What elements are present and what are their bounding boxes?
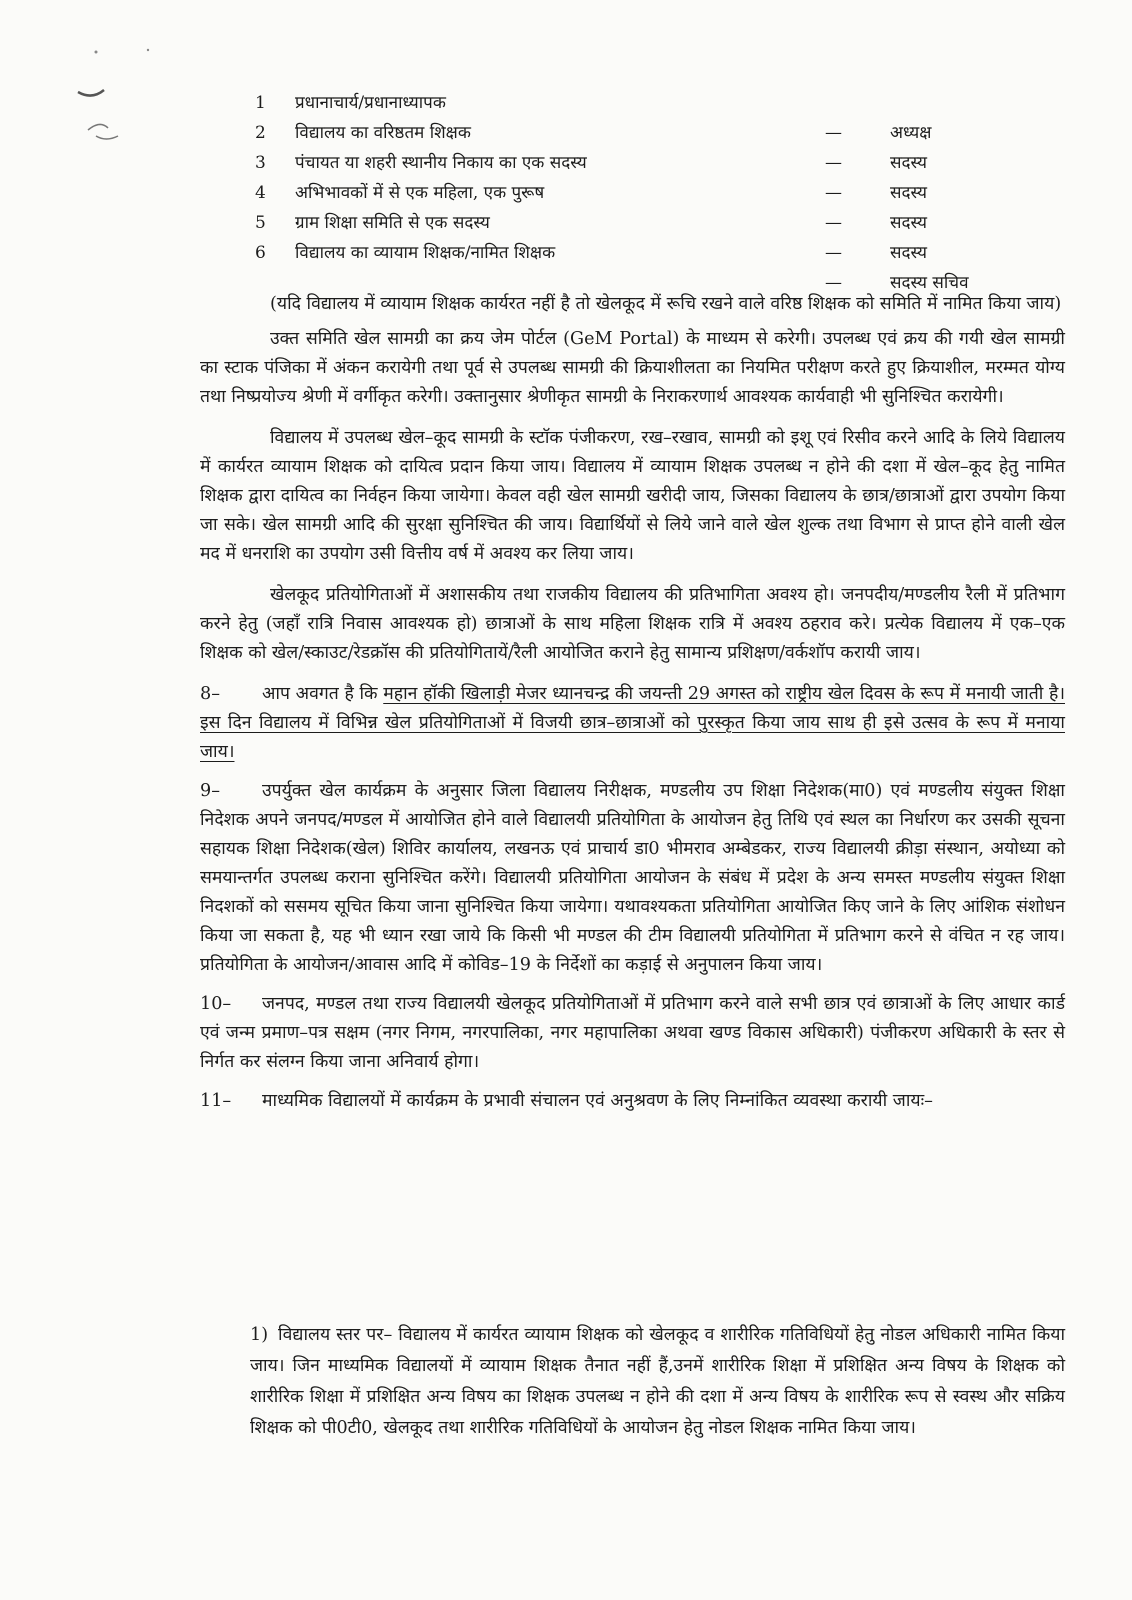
member-number: 5 (255, 213, 266, 233)
member-row (255, 178, 1015, 208)
member-title: प्रधानाचार्य/प्रधानाध्यापक (295, 93, 446, 113)
member-dash: — (825, 213, 844, 233)
member-role: सदस्य सचिव (890, 273, 969, 293)
committee-member-list (255, 88, 1015, 298)
member-row (255, 148, 1015, 178)
sub-item-text: विद्यालय स्तर पर– विद्यालय में कार्यरत व्यायाम शिक्षक को खेलकूद व शारीरिक गतिविधियों हेतु नोडल अधिकारी नामित किया जाय। जिन माध्यमिक विद्यालयों में व्यायाम शिक्षक तैनात नहीं हैं,उनमें शारीरिक शिक्षा में प्रशिक्षित अन्य विषय के शिक्षक को शारीरिक शिक्षा में प्रशिक्षित अन्य विषय का शिक्षक उपलब्ध न होने की दशा में अन्य विषय के शारीरिक रूप से स्वस्थ और सक्रिय शिक्षक को पी0टी0, खेलकूद तथा शारीरिक गतिविधियों के आयोजन हेतु नोडल शिक्षक नामित किया जाय। (250, 1325, 1065, 1438)
paragraph-number: 8– (200, 684, 220, 704)
paragraph-number: 11– (200, 1091, 232, 1111)
member-number: 2 (255, 123, 266, 143)
member-title: ग्राम शिक्षा समिति से एक सदस्य (295, 213, 490, 233)
sub-item-school-level (250, 1320, 1065, 1444)
member-dash: — (825, 153, 844, 173)
gem-portal-paragraph: उक्त समिति खेल सामग्री का क्रय जेम पोर्टल (GeM Portal) के माध्यम से करेगी। उपलब्ध एवं क्रय की गयी खेल सामग्री का स्टाक पंजिका में अंकन करायेगी तथा पूर्व से उपलब्ध सामग्री की क्रियाशीलता का नियमित परीक्षण करते हुए क्रियाशील, मरम्मत योग्य तथा निष्प्रयोज्य श्रेणी में वर्गीकृत करेगी। उक्तानुसार श्रेणीकृत सामग्री के निराकरणार्थ आवश्यक कार्यवाही भी सुनिश्चित करायेगी। (200, 329, 1065, 407)
document-body (200, 290, 1065, 1126)
scan-smudge-mark (78, 90, 104, 96)
underlined-text: महान हॉकी खिलाड़ी मेजर ध्यानचन्द्र की जयन्ती 29 अगस्त को राष्ट्रीय खेल दिवस के रूप में मनायी जाती है। इस दिन विद्यालय में विभिन्न खेल प्रतियोगिताओं में विजयी छात्र–छात्राओं को पुरस्कृत किया जाय साथ ही इसे उत्सव के रूप में मनाया जाय। (200, 684, 1065, 762)
member-dash: — (825, 243, 844, 263)
member-dash: — (825, 123, 844, 143)
member-number: 4 (255, 183, 266, 203)
scan-smudge-mark (88, 124, 118, 139)
member-title: विद्यालय का वरिष्ठतम शिक्षक (295, 123, 471, 143)
numbered-paragraph-9 (200, 777, 1065, 980)
member-role: सदस्य (890, 213, 927, 233)
paragraph-text: उपर्युक्त खेल कार्यक्रम के अनुसार जिला विद्यालय निरीक्षक, मण्डलीय उप शिक्षा निदेशक(मा0) एवं मण्डलीय संयुक्त शिक्षा निदेशक अपने जनपद/मण्डल में आयोजित होने वाले विद्यालयी प्रतियोगिता के आयोजन हेतु तिथि एवं स्थल का निर्धारण कर उसकी सूचना सहायक शिक्षा निदेशक(खेल) शिविर कार्यालय, लखनऊ एवं प्राचार्य डा0 भीमराव अम्बेडकर, राज्य विद्यालयी क्रीड़ा संस्थान, अयोध्या को समयान्तर्गत उपलब्ध कराना सुनिश्चित करेंगे। विद्यालयी प्रतियोगिता आयोजन के संबंध में प्रदेश के अन्य समस्त मण्डलीय संयुक्त शिक्षा निदशकों को ससमय सूचित किया जाना सुनिश्चित किया जायेगा। यथावश्यकता प्रतियोगिता आयोजित किए जाने के लिए आंशिक संशोधन किया जा सकता है, यह भी ध्यान रखा जाये कि किसी भी मण्डल की टीम विद्यालयी प्रतियोगिता में प्रतिभाग करने से वंचित न रह जाय। प्रतियोगिता के आयोजन/आवास आदि में कोविड–19 के निर्देशों का कड़ाई से अनुपालन किया जाय। (200, 781, 1065, 975)
member-title: विद्यालय का व्यायाम शिक्षक/नामित शिक्षक (295, 243, 556, 263)
member-title: अभिभावकों में से एक महिला, एक पुरूष (295, 183, 545, 203)
paragraph-text: माध्यमिक विद्यालयों में कार्यक्रम के प्रभावी संचालन एवं अनुश्रवण के लिए निम्नांकित व्यवस्था करायी जायः– (262, 1091, 933, 1111)
member-number: 6 (255, 243, 266, 263)
numbered-paragraph-10 (200, 990, 1065, 1077)
member-role: सदस्य (890, 183, 927, 203)
member-role: सदस्य (890, 243, 927, 263)
member-role: अध्यक्ष (890, 123, 932, 143)
committee-note-paragraph: (यदि विद्यालय में व्यायाम शिक्षक कार्यरत नहीं है तो खेलकूद में रूचि रखने वाले वरिष्ठ शिक्षक को समिति में नामित किया जाय) (270, 294, 1062, 314)
member-title: पंचायत या शहरी स्थानीय निकाय का एक सदस्य (295, 153, 587, 173)
stock-register-paragraph: विद्यालय में उपलब्ध खेल–कूद सामग्री के स्टॉक पंजीकरण, रख–रखाव, सामग्री को इशू एवं रिसीव करने आदि के लिये विद्यालय में कार्यरत व्यायाम शिक्षक को दायित्व प्रदान किया जाय। विद्यालय में व्यायाम शिक्षक उपलब्ध न होने की दशा में खेल–कूद हेतु नामित शिक्षक द्वारा दायित्व का निर्वहन किया जायेगा। केवल वही खेल सामग्री खरीदी जाय, जिसका विद्यालय के छात्र/छात्राओं द्वारा उपयोग किया जा सके। खेल सामग्री आदि की सुरक्षा सुनिश्चित की जाय। विद्यार्थियों से लिये जाने वाले खेल शुल्क तथा विभाग से प्राप्त होने वाली खेल मद में धनराशि का उपयोग उसी वित्तीय वर्ष में अवश्य कर लिया जाय। (200, 428, 1065, 564)
member-row (255, 238, 1015, 268)
member-dash: — (825, 183, 844, 203)
numbered-paragraph-11 (200, 1087, 1065, 1116)
member-row (255, 208, 1015, 238)
member-dash: — (825, 273, 844, 293)
member-number: 1 (255, 93, 266, 113)
paragraph-text: जनपद, मण्डल तथा राज्य विद्यालयी खेलकूद प्रतियोगिताओं में प्रतिभाग करने वाले सभी छात्र एवं छात्राओं के लिए आधार कार्ड एवं जन्म प्रमाण–पत्र सक्षम (नगर निगम, नगरपालिका, नगर महापालिका अथवा खण्ड विकास अधिकारी) पंजीकरण अधिकारी के स्तर से निर्गत कर संलग्न किया जाना अनिवार्य होगा। (200, 994, 1066, 1072)
member-row (255, 118, 1015, 148)
paragraph-number: 10– (200, 994, 232, 1014)
paragraph-number: 9– (200, 781, 220, 801)
member-role: सदस्य (890, 153, 927, 173)
numbered-paragraph-8 (200, 680, 1065, 767)
sub-item-number: 1) (250, 1325, 269, 1345)
scan-dot-mark (95, 51, 98, 54)
member-number: 3 (255, 153, 266, 173)
competition-paragraph: खेलकूद प्रतियोगिताओं में अशासकीय तथा राजकीय विद्यालय की प्रतिभागिता अवश्य हो। जनपदीय/मण्डलीय रैली में प्रतिभाग करने हेतु (जहाँ रात्रि निवास आवश्यक हो) छात्राओं के साथ महिला शिक्षक रात्रि में अवश्य ठहराव करे। प्रत्येक विद्यालय में एक–एक शिक्षक को खेल/स्काउट/रेडक्रॉस की प्रतियोगितायें/रैली आयोजित कराने हेतु सामान्य प्रशिक्षण/वर्कशॉप करायी जाय। (200, 585, 1065, 663)
paragraph-lead: आप अवगत है कि (262, 684, 384, 704)
member-row (255, 88, 1015, 118)
scan-dot-mark (147, 49, 149, 51)
